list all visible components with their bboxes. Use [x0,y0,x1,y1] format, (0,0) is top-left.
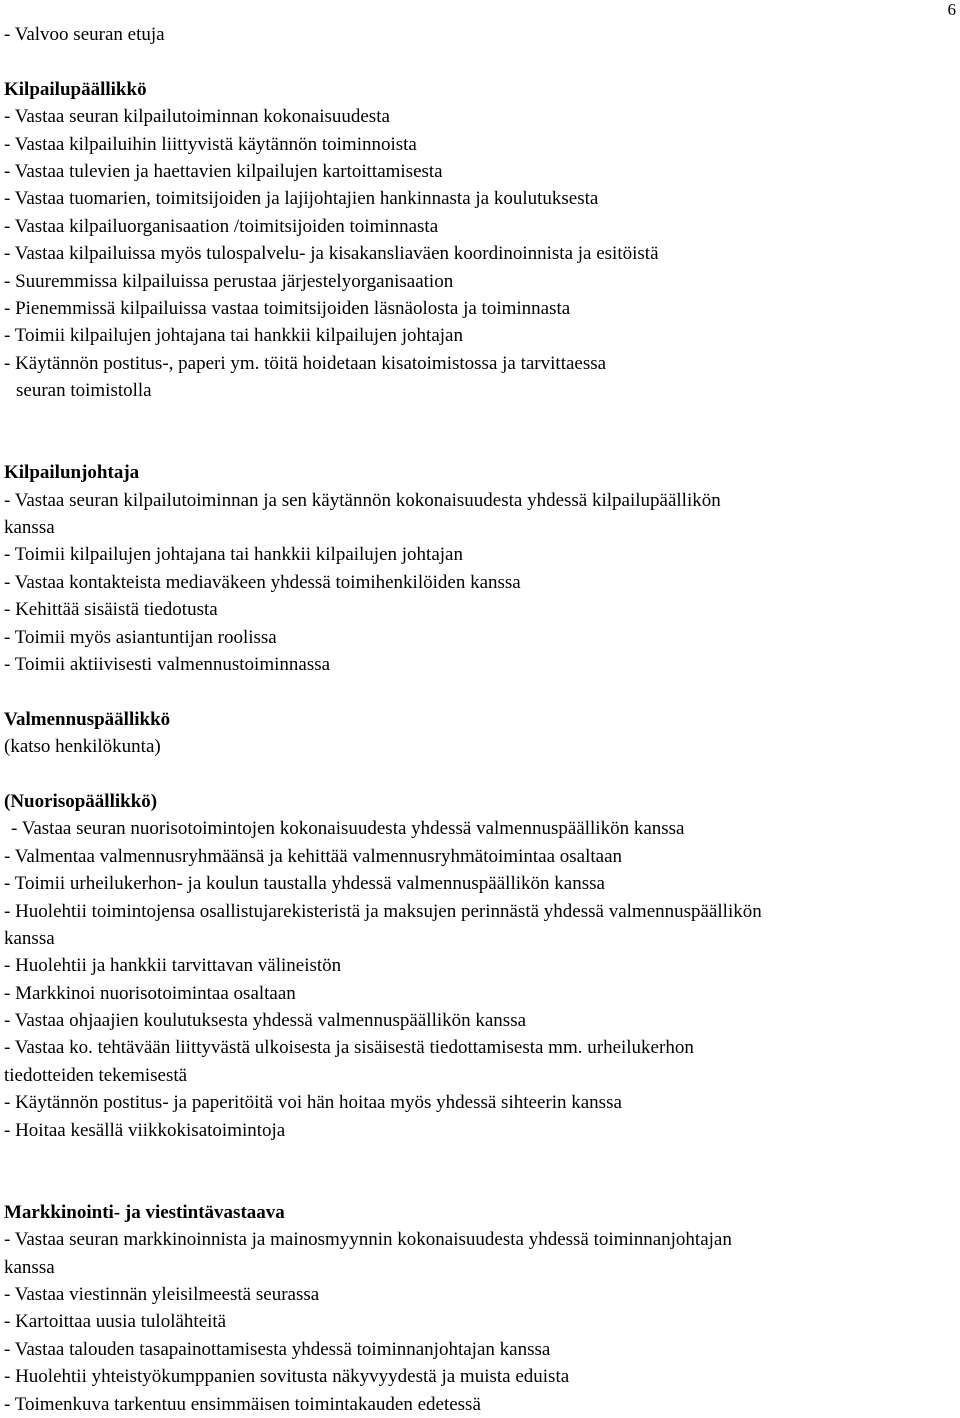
list-item: - Toimii myös asiantuntijan roolissa [4,626,277,648]
list-item: - Vastaa seuran kilpailutoiminnan ja sen käytännön kokonaisuudesta yhdessä kilpailupäällikön [4,489,721,511]
list-item: - Käytännön postitus-, paperi ym. töitä hoidetaan kisatoimistossa ja tarvittaessa [4,352,607,374]
section-heading: Kilpailupäällikkö [4,78,147,100]
list-item: - Vastaa kontakteista mediaväkeen yhdessä toimihenkilöiden kanssa [4,571,521,593]
spacer [4,404,954,459]
list-item: - Suuremmissa kilpailuissa perustaa järjestelyorganisaation [4,270,454,292]
list-item: - Vastaa ko. tehtävään liittyvästä ulkoisesta ja sisäisestä tiedottamisesta mm. urheilukerhon [4,1037,694,1059]
intro-line: - Valvoo seuran etuja [4,24,165,45]
section-heading: Kilpailunjohtaja [4,462,140,484]
spacer [4,1144,954,1199]
list-item-continuation: kanssa [4,927,55,949]
list-item: - Vastaa kilpailuihin liittyvistä käytännön toiminnoista [4,133,417,155]
list-item-continuation: tiedotteiden tekemisestä [4,1064,188,1086]
list-item: - Vastaa talouden tasapainottamisesta yhdessä toiminnanjohtajan kanssa [4,1338,551,1360]
list-item: - Markkinoi nuorisotoimintaa osaltaan [4,982,296,1004]
list-item: - Vastaa ohjaajien koulutuksesta yhdessä valmennuspäällikön kanssa [4,1010,527,1032]
list-item: - Vastaa seuran kilpailutoiminnan kokonaisuudesta [4,106,390,128]
list-item: - Toimii kilpailujen johtajana tai hankkii kilpailujen johtajan [4,544,463,566]
list-item: - Kehittää sisäistä tiedotusta [4,599,218,621]
list-item: - Toimenkuva tarkentuu ensimmäisen toimintakauden edetessä [4,1393,481,1415]
section-heading: Markkinointi- ja viestintävastaava [4,1201,285,1223]
section-markkinointi [4,1199,954,1418]
section-nuorisopaallikko [4,788,954,1144]
section-heading: (Nuorisopäällikkö) [4,790,158,812]
list-item: - Huolehtii toimintojensa osallistujarekisteristä ja maksujen perinnästä yhdessä valmennuspäällikön [4,900,762,922]
list-item: - Vastaa seuran nuorisotoimintojen kokonaisuudesta yhdessä valmennuspäällikön kanssa [11,818,685,840]
section-note: (katso henkilökunta) [4,736,161,758]
list-item: - Vastaa kilpailuissa myös tulospalvelu- ja kisakansliaväen koordinoinnista ja esitöistä [4,243,659,265]
list-item: - Vastaa seuran markkinoinnista ja mainosmyynnin kokonaisuudesta yhdessä toiminnanjohtajan [4,1229,732,1251]
list-item: - Toimii kilpailujen johtajana tai hankkii kilpailujen johtajan [4,325,463,347]
list-item: - Käytännön postitus- ja paperitöitä voi hän hoitaa myös yhdessä sihteerin kanssa [4,1092,622,1114]
section-valmennuspaallikko [4,706,954,761]
document-body [4,21,954,1418]
list-item: - Kartoittaa uusia tulolähteitä [4,1311,227,1333]
list-item: - Valmentaa valmennusryhmäänsä ja kehittää valmennusryhmätoimintaa osaltaan [4,845,623,867]
spacer [4,48,954,75]
list-item: - Vastaa tuomarien, toimitsijoiden ja lajijohtajien hankinnasta ja koulutuksesta [4,188,599,210]
list-item: - Vastaa viestinnän yleisilmeestä seurassa [4,1284,320,1305]
list-item-continuation: kanssa [4,1256,55,1278]
list-item: - Vastaa tulevien ja haettavien kilpailujen kartoittamisesta [4,160,443,182]
list-item-continuation: seuran toimistolla [16,380,152,402]
list-item: - Huolehtii yhteistyökumppanien sovitusta näkyvyydestä ja muista eduista [4,1366,570,1388]
list-item: - Huolehtii ja hankkii tarvittavan välineistön [4,955,342,977]
list-item: - Toimii urheilukerhon- ja koulun taustalla yhdessä valmennuspäällikön kanssa [4,873,605,895]
section-heading: Valmennuspäällikkö [4,708,171,730]
list-item: - Vastaa kilpailuorganisaation /toimitsijoiden toiminnasta [4,215,439,237]
list-item: - Hoitaa kesällä viikkokisatoimintoja [4,1119,286,1141]
spacer [4,761,954,788]
list-item: - Pienemmissä kilpailuissa vastaa toimitsijoiden läsnäolosta ja toiminnasta [4,297,571,319]
section-kilpailunjohtaja [4,459,954,678]
list-item: - Toimii aktiivisesti valmennustoiminnassa [4,654,331,675]
spacer [4,678,954,705]
list-item-continuation: kanssa [4,517,55,539]
page-number: 6 [947,0,956,19]
section-kilpailupaallikko [4,76,954,405]
